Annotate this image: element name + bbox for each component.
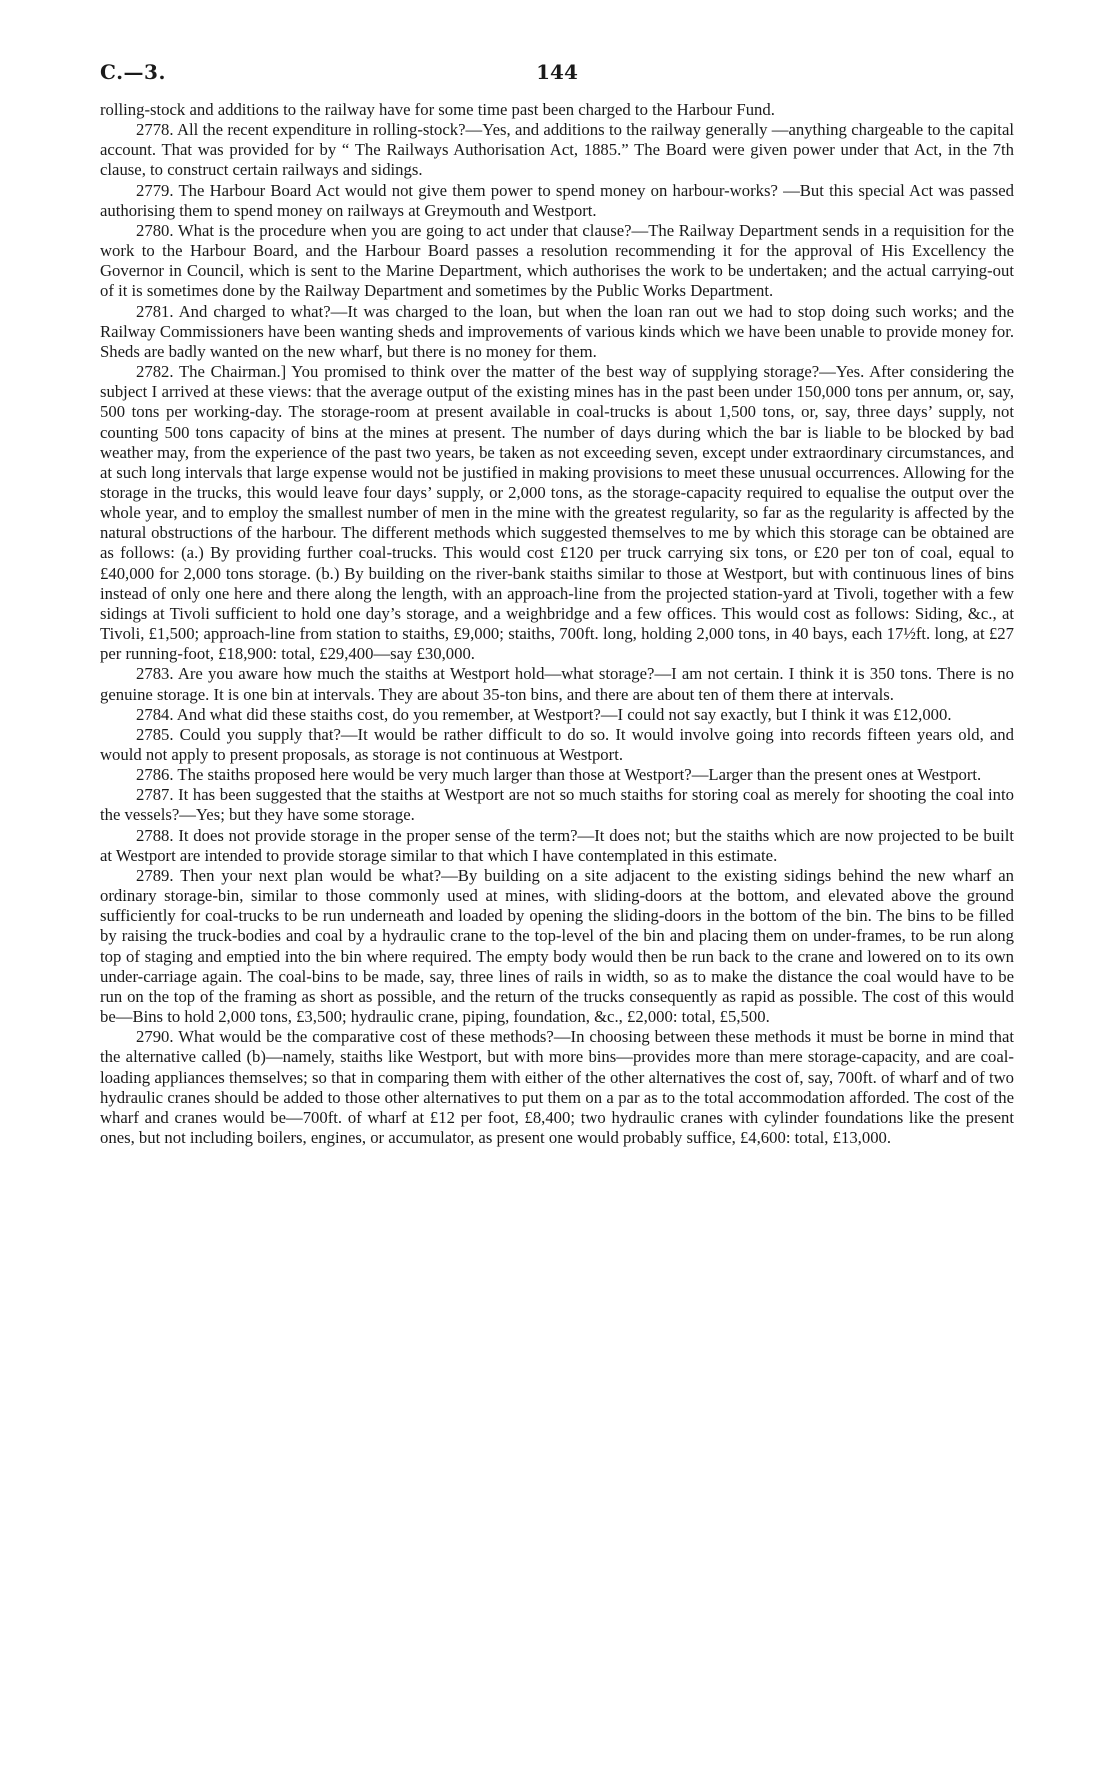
paragraph-2789: 2789. Then your next plan would be what?—By building on a site adjacent to the existing sidings behind the new wharf an ordinary storage-bin, similar to those commonly used at mines, with sliding-doors at the bottom, and elevated above the ground sufficiently for coal-trucks to be run underneath and loaded by opening the sliding-doors in the bottom of the bin. The bins to be filled by raising the truck-bodies and coal by a hydraulic crane to the top-level of the bin and placing them on under-frames, to be run along top of staging and emptied into the bin where required. The empty body would then be run back to the crane and lowered on to its own under-carriage again. The coal-bins to be made, say, three lines of rails in width, so as to make the distance the coal would have to be run on the top of the framing as short as possible, and the return of the trucks consequently as rapid as possible. The cost of this would be—Bins to hold 2,000 tons, £3,500; hydraulic crane, piping, foundation, &c., £2,000: total, £5,500. [100, 865, 1014, 1027]
paragraph-2783: 2783. Are you aware how much the staiths at Westport hold—what storage?—I am not certain. I think it is 350 tons. There is no genuine storage. It is one bin at intervals. They are about 35-ton bins, and there are about ten of them there at intervals. [100, 664, 1014, 704]
document-page [100, 60, 1014, 1148]
paragraph-2787: 2787. It has been suggested that the staiths at Westport are not so much staiths for storing coal as merely for shooting the coal into the vessels?—Yes; but they have some storage. [100, 785, 1014, 825]
page-header [100, 60, 1014, 88]
document-body [100, 100, 1014, 1148]
paragraph-2790: 2790. What would be the comparative cost of these methods?—In choosing between these methods it must be borne in mind that the alternative called (b)—namely, staiths like Westport, but with more bins—provides more than mere storage-capacity, and are coal-loading appliances themselves; so that in comparing them with either of the other alternatives the cost of, say, 700ft. of wharf and of two hydraulic cranes should be added to those other alternatives to put them on a par as to the total accommodation afforded. The cost of the wharf and cranes would be—700ft. of wharf at £12 per foot, £8,400; two hydraulic cranes with cylinder foundations like the present ones, but not including boilers, engines, or accumulator, as present one would probably suffice, £4,600: total, £13,000. [100, 1027, 1014, 1147]
paragraph-2782: 2782. The Chairman.] You promised to think over the matter of the best way of supplying storage?—Yes. After considering the subject I arrived at these views: that the average output of the existing mines has in the past been under 150,000 tons per annum, or, say, 500 tons per working-day. The storage-room at present available in coal-trucks is about 1,500 tons, or, say, three days’ supply, not counting 500 tons capacity of bins at the mines at present. The number of days during which the bar is liable to be blocked by bad weather may, from the experience of the past two years, be taken as not exceeding seven, except under extraordinary circumstances, and at such long intervals that large expense would not be justified in making provisions to meet these unusual occurrences. Allowing for the storage in the trucks, this would leave four days’ supply, or 2,000 tons, as the storage-capacity required to equalise the output over the whole year, and to employ the smallest number of men in the mine with the greatest regularity, so far as the regularity is affected by the natural obstructions of the harbour. The different methods which suggested themselves to me by which this storage can be obtained are as follows: (a.) By providing further coal-trucks. This would cost £120 per truck carrying six tons, or £20 per ton of coal, equal to £40,000 for 2,000 tons storage. (b.) By building on the river-bank staiths similar to those at Westport, but with continuous lines of bins instead of only one here and there along the length, with an approach-line from the projected station-yard at Tivoli, together with a few sidings at Tivoli sufficient to hold one day’s storage, and a weighbridge and a few offices. This would cost as follows: Siding, &c., at Tivoli, £1,500; approach-line from station to staiths, £9,000; staiths, 700ft. long, holding 2,000 tons, in 40 bays, each 17½ft. long, at £27 per running-foot, £18,900: total, £29,400—say £30,000. [100, 362, 1014, 664]
paragraph-2788: 2788. It does not provide storage in the proper sense of the term?—It does not; but the staiths which are now projected to be built at Westport are intended to provide storage similar to that which I have contemplated in this estimate. [100, 825, 1014, 865]
paragraph-2784: 2784. And what did these staiths cost, do you remember, at Westport?—I could not say exactly, but I think it was £12,000. [136, 704, 952, 724]
document-reference: C.—3. [100, 60, 166, 84]
paragraph-2785: 2785. Could you supply that?—It would be rather difficult to do so. It would involve going into records fifteen years old, and would not apply to present proposals, as storage is not continuous at Westport. [100, 724, 1014, 764]
paragraph-2778: 2778. All the recent expenditure in rolling-stock?—Yes, and additions to the railway generally —anything chargeable to the capital account. That was provided for by “ The Railways Authorisation Act, 1885.” The Board were given power under that Act, in the 7th clause, to construct certain railways and sidings. [100, 120, 1014, 180]
paragraph-2781: 2781. And charged to what?—It was charged to the loan, but when the loan ran out we had to stop doing such works; and the Railway Commissioners have been wanting sheds and improvements of various kinds which we have been unable to provide money for. Sheds are badly wanted on the new wharf, but there is no money for them. [100, 301, 1014, 361]
paragraph-2786: 2786. The staiths proposed here would be very much larger than those at Westport?—Larger than the present ones at Westport. [136, 765, 982, 785]
paragraph-continuation: rolling-stock and additions to the railway have for some time past been charged to the Harbour Fund. [100, 100, 775, 119]
page-number: 144 [536, 60, 578, 84]
paragraph-2780: 2780. What is the procedure when you are going to act under that clause?—The Railway Department sends in a requisition for the work to the Harbour Board, and the Harbour Board passes a resolution recommending it for the approval of His Excellency the Governor in Council, which is sent to the Marine Department, which authorises the work to be undertaken; and the actual carrying-out of it is sometimes done by the Railway Department and sometimes by the Public Works Department. [100, 220, 1014, 301]
paragraph-2779: 2779. The Harbour Board Act would not give them power to spend money on harbour-works? —But this special Act was passed authorising them to spend money on railways at Greymouth and Westport. [100, 180, 1014, 220]
